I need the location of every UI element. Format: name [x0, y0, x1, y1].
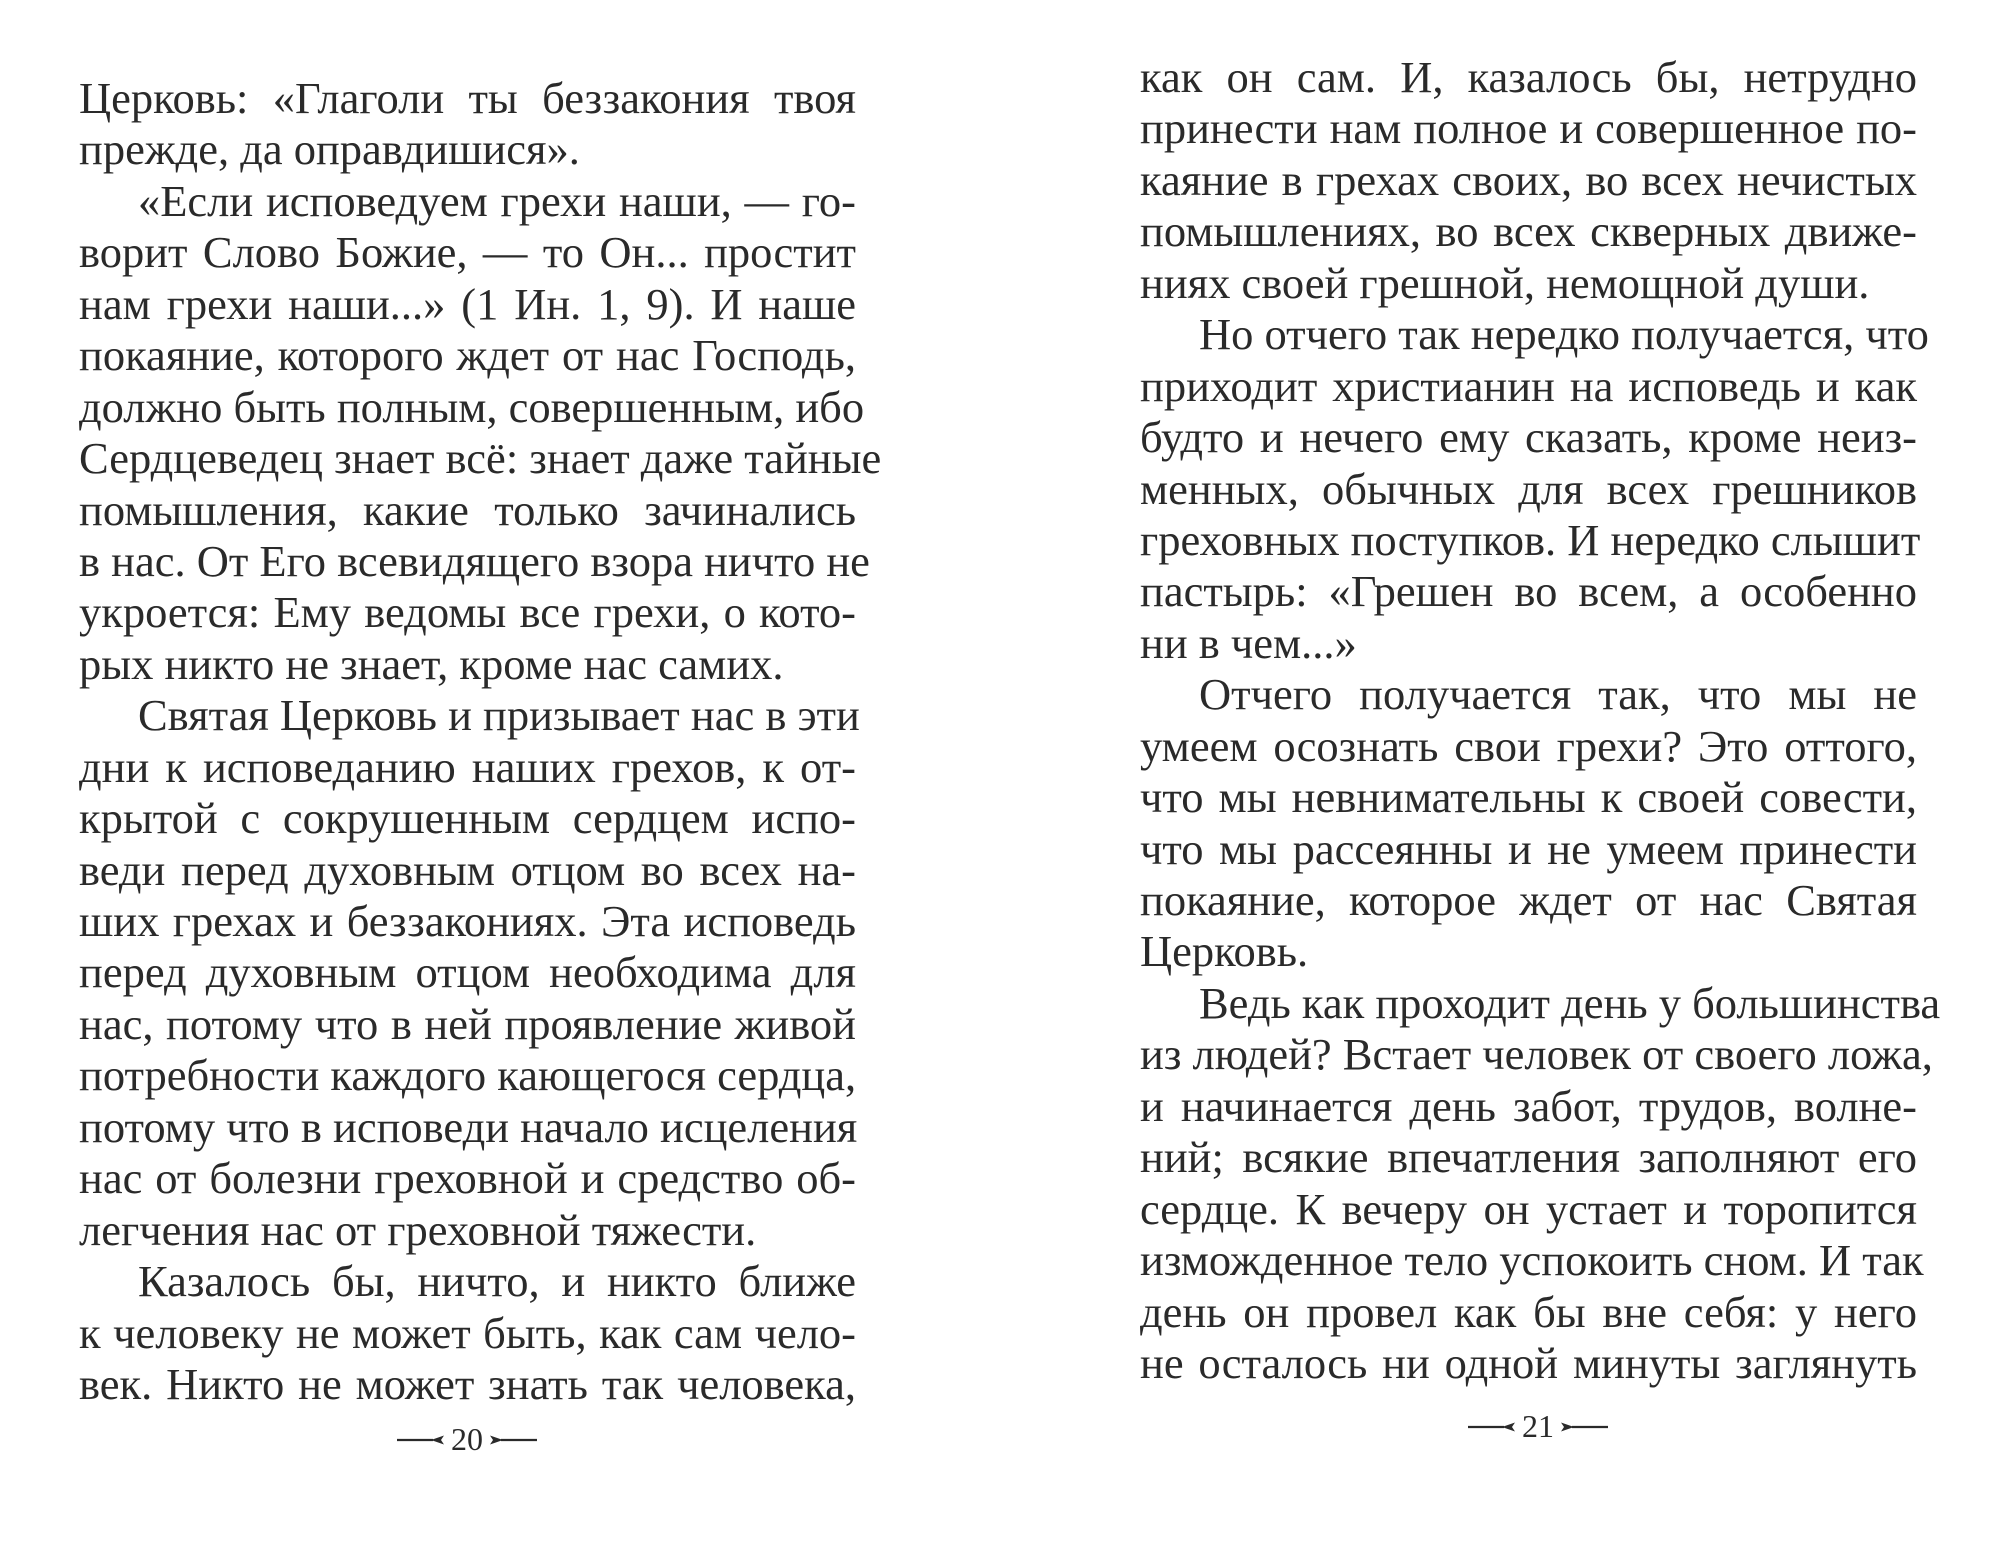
- text-line: что мы невнимательны к своей совести,: [1140, 772, 1917, 823]
- text-line: нас, потому что в ней проявление живой: [79, 998, 856, 1049]
- left-page-text: [79, 73, 882, 1410]
- text-line: ших грехах и беззакониях. Эта исповедь: [79, 896, 856, 946]
- text-line: из людей? Встает человек от своего ложа,: [1140, 1029, 1933, 1080]
- text-line: Церковь: «Глаголи ты беззакония твоя: [79, 73, 856, 123]
- right-page: [1000, 0, 2000, 1559]
- text-line: Ведь как проходит день у большинства: [1199, 977, 1941, 1028]
- text-line: век. Никто не может знать так человека,: [79, 1358, 856, 1409]
- text-line: что мы рассеянны и не умеем принести: [1140, 823, 1917, 874]
- ornament-right-icon: [487, 1434, 539, 1446]
- text-line: изможденное тело успокоить сном. И так: [1140, 1235, 1924, 1286]
- text-line: и начинается день забот, трудов, волне-: [1140, 1080, 1917, 1131]
- text-line: покаяние, которое ждет от нас Святая: [1140, 875, 1917, 925]
- text-line: менных, обычных для всех грешников: [1140, 463, 1917, 514]
- text-line: дни к исповеданию наших грехов, к от-: [79, 741, 856, 792]
- right-page-text: [1140, 52, 1941, 1389]
- text-line: нас от болезни греховной и средство об-: [79, 1153, 856, 1204]
- text-line: нам грехи наши...» (1 Ин. 1, 9). И наше: [79, 278, 856, 329]
- text-line: в нас. От Его всевидящего взора ничто не: [79, 535, 870, 586]
- text-line: легчения нас от греховной тяжести.: [79, 1204, 757, 1255]
- text-line: греховных поступков. И нередко слышит: [1140, 514, 1921, 565]
- text-line: покаяние, которого ждет от нас Господь,: [79, 330, 856, 381]
- text-line: не осталось ни одной минуты заглянуть: [1140, 1337, 1917, 1388]
- text-line: укроется: Ему ведомы все грехи, о кото-: [79, 587, 856, 638]
- text-line: ниях своей грешной, немощной души.: [1140, 257, 1870, 308]
- text-line: приходит христианин на исповедь и как: [1140, 360, 1917, 411]
- text-line: потому что в исповеди начало исцеления: [79, 1101, 858, 1152]
- text-line: Казалось бы, ничто, и никто ближе: [138, 1256, 856, 1307]
- text-line: крытой с сокрушенным сердцем испо-: [79, 793, 856, 844]
- text-line: сердце. К вечеру он устает и торопится: [1140, 1183, 1917, 1234]
- page-number: 21: [1522, 1408, 1554, 1444]
- text-line: Отчего получается так, что мы не: [1199, 669, 1917, 720]
- text-line: Святая Церковь и призывает нас в эти: [138, 690, 860, 741]
- text-line: должно быть полным, совершенным, ибо: [79, 381, 865, 432]
- text-line: каяние в грехах своих, во всех нечистых: [1140, 154, 1917, 205]
- page-number-footer: [395, 1421, 539, 1458]
- text-line: как он сам. И, казалось бы, нетрудно: [1140, 52, 1917, 102]
- text-line: принести нам полное и совершенное по-: [1140, 103, 1917, 154]
- page-number-footer: [1466, 1408, 1610, 1445]
- text-line: «Если исповедуем грехи наши, — го-: [138, 175, 856, 226]
- text-line: день он провел как бы вне себя: у него: [1140, 1286, 1917, 1337]
- text-line: пастырь: «Грешен во всем, а особенно: [1140, 566, 1917, 617]
- ornament-right-icon: [1558, 1421, 1610, 1433]
- text-line: веди перед духовным отцом во всех на-: [79, 844, 856, 895]
- ornament-left-icon: [395, 1434, 447, 1446]
- text-line: рых никто не знает, кроме нас самих.: [79, 638, 784, 689]
- text-line: потребности каждого кающегося сердца,: [79, 1050, 857, 1101]
- text-line: прежде, да оправдишися».: [79, 124, 580, 175]
- text-line: Церковь.: [1140, 926, 1309, 977]
- text-line: ни в чем...»: [1140, 617, 1357, 668]
- ornament-left-icon: [1466, 1421, 1518, 1433]
- text-line: ний; всякие впечатления заполняют его: [1140, 1132, 1917, 1183]
- text-line: Сердцеведец знает всё: знает даже тайные: [79, 433, 882, 484]
- text-line: перед духовным отцом необходима для: [79, 947, 856, 998]
- text-line: Но отчего так нередко получается, что: [1199, 309, 1929, 360]
- text-line: к человеку не может быть, как сам чело-: [79, 1307, 856, 1358]
- text-line: умеем осознать свои грехи? Это оттого,: [1140, 720, 1917, 771]
- text-line: помышлениях, во всех скверных движе-: [1140, 206, 1917, 257]
- text-line: ворит Слово Божие, — то Он... простит: [79, 227, 856, 278]
- page-number: 20: [451, 1421, 483, 1457]
- text-line: помышления, какие только зачинались: [79, 484, 856, 535]
- text-line: будто и нечего ему сказать, кроме неиз-: [1140, 412, 1917, 463]
